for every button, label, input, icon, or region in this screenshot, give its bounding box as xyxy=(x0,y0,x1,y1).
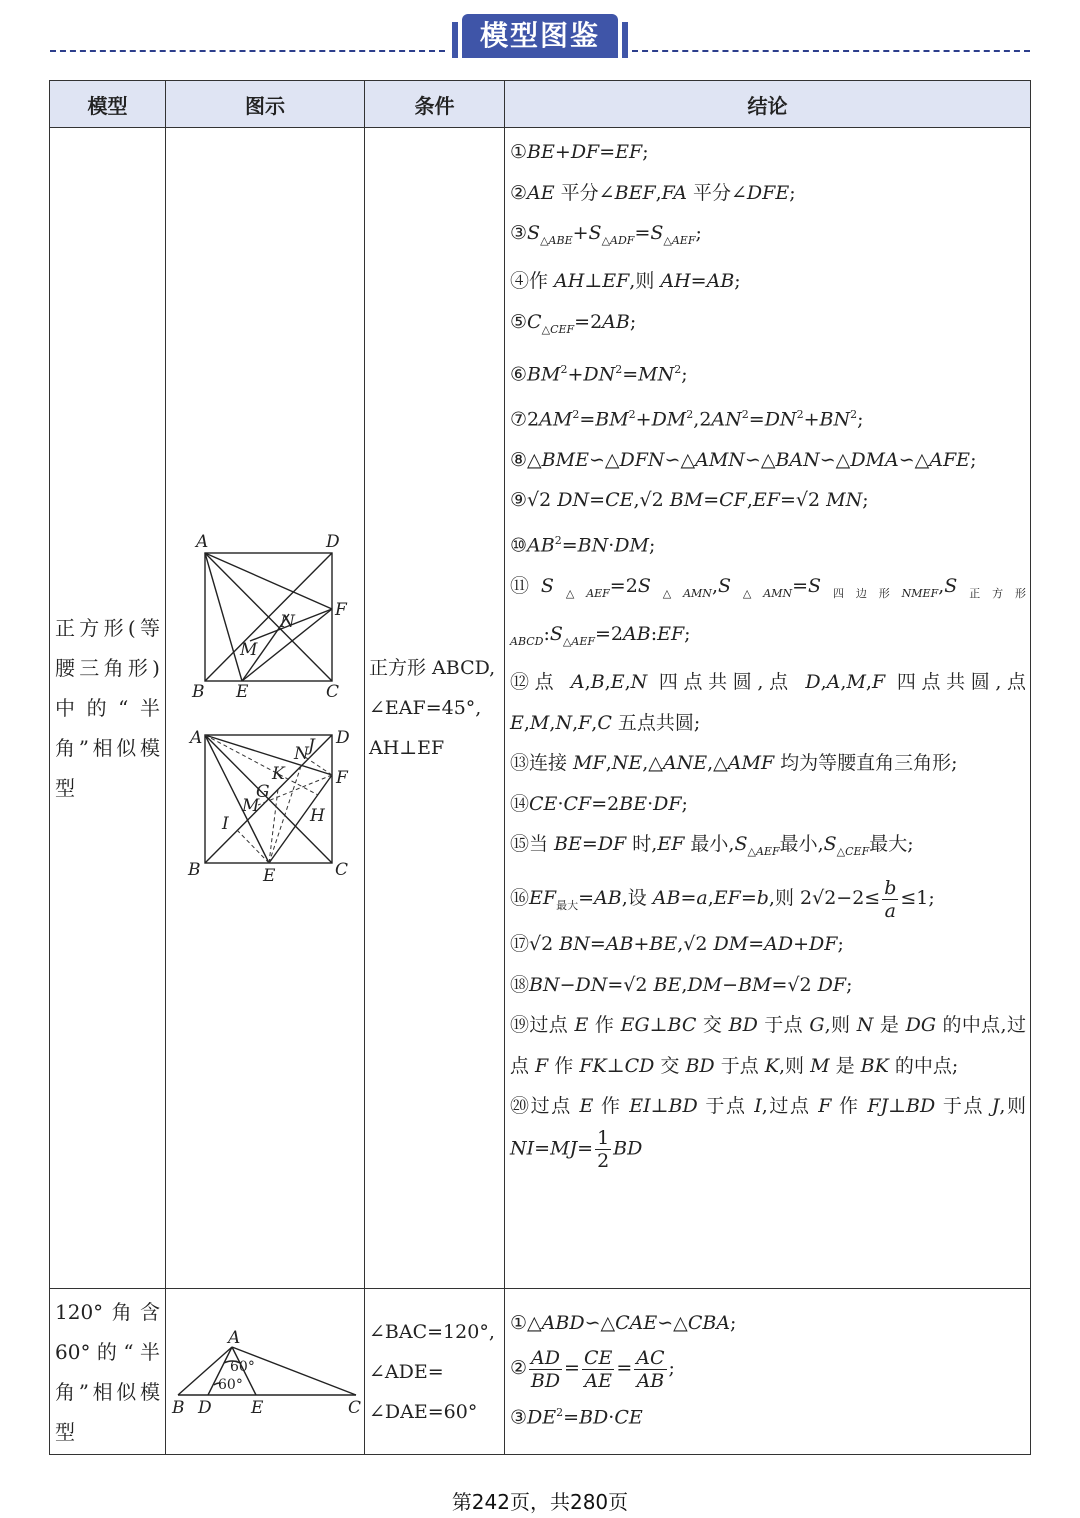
conclusion-20: ⑳过点 E 作 EI⊥BD 于点 I,过点 F 作 FJ⊥BD 于点 J,则 NI=MJ= $\frac{1}{2}$ BD xyxy=(510,1095,1026,1172)
conclusion-12: ⑫点 A,B,E,N 四点共圆,点 D,A,M,F 四点共圆,点 E,M,N,F,C 五点共圆; xyxy=(510,671,1026,734)
header-model: 模型 xyxy=(50,81,166,128)
condition-cell xyxy=(365,1289,505,1455)
triangle-120-figure xyxy=(168,1327,362,1417)
section-title: 模型图鉴 xyxy=(462,14,618,58)
conclusion-3: $③S_{\triangle ABE}+S_{\triangle ADF}=S_{\triangle AEF}$; xyxy=(510,222,702,247)
conclusion-2: ② $\frac{AD}{BD}$ = $\frac{CE}{AE}$ = $\frac{AC}{AB}$ ; xyxy=(510,1346,675,1392)
fig2-label-D: D xyxy=(336,728,350,748)
fig1-label-E: E xyxy=(236,682,249,699)
square-half-angle-figure-1 xyxy=(170,529,360,699)
page-footer: 第242页，共280页 xyxy=(451,1490,629,1514)
fig2-label-E: E xyxy=(263,866,276,886)
condition-line: 正方形 ABCD, xyxy=(369,657,496,679)
figure-cell xyxy=(166,128,365,1289)
conclusion-19: ⑲过点 E 作 EG⊥BC 交 BD 于点 G,则 N 是 DG 的中点,过点 F 作 FK⊥CD 交 BD 于点 K,则 M 是 BK 的中点; xyxy=(510,1014,1026,1077)
model-table xyxy=(49,80,1031,1455)
fig2-label-C: C xyxy=(335,860,349,880)
table-row xyxy=(50,1289,1031,1455)
fig2-label-F: F xyxy=(336,768,348,788)
fig2-label-M: M xyxy=(242,796,260,816)
header-right-dashed-line xyxy=(632,50,1030,52)
condition-line: ∠BAC=120°, xyxy=(369,1320,495,1343)
conclusion-4: ④作 AH⊥EF,则 AH=AB; xyxy=(510,270,741,293)
conclusion-1: ①△ABD∽△CAE∽△CBA; xyxy=(510,1311,737,1334)
condition-line: ∠EAF=45°, xyxy=(369,697,482,719)
fig1-label-A: A xyxy=(196,532,209,552)
fig1-label-N: N xyxy=(280,612,295,632)
condition-line: ∠DAE=60° xyxy=(369,1400,478,1423)
fig2-label-J: J xyxy=(308,736,315,756)
model-name: 正方形(等腰三角形)中的“半角”相似模型 xyxy=(50,128,166,1289)
conclusion-7: $⑦2AM^2=BM^2+DM^2,2AN^2=DN^2+BN^2$; xyxy=(510,407,864,431)
conclusion-8: ⑧△BME∽△DFN∽△AMN∽△BAN∽△DMA∽△AFE; xyxy=(510,448,977,471)
conclusion-13: ⑬连接 MF,NE,△ANE,△AMF 均为等腰直角三角形; xyxy=(510,752,958,775)
conclusion-3: $③DE^2=BD\cdot CE$ xyxy=(510,1406,643,1429)
conclusion-16: $⑯EF_{最大}=AB$,设 AB=a,EF=b,则 2√2−2≤ $\frac{b}{a}$ ≤1; xyxy=(510,876,935,922)
conclusion-6: $⑥BM^2+DN^2=MN^2$; xyxy=(510,363,688,386)
fig3-label-60-bottom: 60° xyxy=(218,1376,243,1393)
conclusion-cell xyxy=(505,128,1031,1289)
fig2-label-A: A xyxy=(190,728,203,748)
condition-cell xyxy=(365,128,505,1289)
conclusion-5: $⑤C_{\triangle CEF}=2AB$; xyxy=(510,310,637,336)
conclusion-14: ⑭CE·CF=2BE·DF; xyxy=(510,792,688,815)
square-half-angle-figure-2 xyxy=(170,717,360,887)
conclusion-9: ⑨√2 DN=CE,√2 BM=CF,EF=√2 MN; xyxy=(510,489,869,512)
header-condition: 条件 xyxy=(365,81,505,128)
fig2-label-B: B xyxy=(188,860,201,880)
fig2-label-H: H xyxy=(310,806,325,826)
model-name: 120°角含60°的“半角”相似模型 xyxy=(50,1289,166,1455)
conclusion-10: $⑩AB^2=BN\cdot DM$; xyxy=(510,533,656,557)
conclusion-15: ⑮当 BE=DF 时,EF 最小$,S_{\triangle AEF}$最小$,S_{\triangle CEF}$最大; xyxy=(510,833,914,858)
fig2-label-N: N xyxy=(294,744,309,764)
fig3-label-D: D xyxy=(198,1397,212,1417)
fig2-label-K: K xyxy=(272,764,285,784)
figure3-labels xyxy=(171,1328,361,1417)
conclusion-cell xyxy=(505,1289,1031,1455)
fig3-label-C: C xyxy=(348,1397,362,1417)
figure-cell xyxy=(166,1289,365,1455)
conclusion-18: ⑱BN−DN=√2 BE,DM−BM=√2 DF; xyxy=(510,973,853,996)
fig2-label-G: G xyxy=(256,782,270,802)
fig1-label-M: M xyxy=(240,640,258,660)
condition-line: AH⊥EF xyxy=(369,737,445,759)
fig1-label-F: F xyxy=(335,600,347,620)
condition-line: ∠ADE= xyxy=(369,1360,444,1383)
header-conclusion: 结论 xyxy=(505,81,1031,128)
fig3-label-B: B xyxy=(172,1397,185,1417)
conclusion-1: ①BE+DF=EF; xyxy=(510,141,649,163)
conclusion-2: ②AE 平分∠BEF,FA 平分∠DFE; xyxy=(510,181,796,204)
fig1-label-C: C xyxy=(326,682,340,699)
conclusion-11: $⑪S_{\triangle AEF}=2S_{\triangle AMN},S_{\triangle AMN}=S_{四边形NMEF},S_{正方形ABCD}:S_{\triangle AEF}=2AB:EF$; xyxy=(510,574,1026,648)
table-header-row xyxy=(50,81,1031,128)
fig1-label-B: B xyxy=(192,682,205,699)
fig3-label-E: E xyxy=(251,1397,264,1417)
fig3-label-A: A xyxy=(228,1327,241,1348)
table-row xyxy=(50,128,1031,1289)
conclusion-17: ⑰√2 BN=AB+BE,√2 DM=AD+DF; xyxy=(510,933,844,956)
fig1-label-D: D xyxy=(326,532,340,552)
header-figure: 图示 xyxy=(166,81,365,128)
fig2-label-I: I xyxy=(222,814,229,834)
fig3-label-60-top: 60° xyxy=(230,1358,255,1375)
header-left-dashed-line xyxy=(50,50,445,52)
